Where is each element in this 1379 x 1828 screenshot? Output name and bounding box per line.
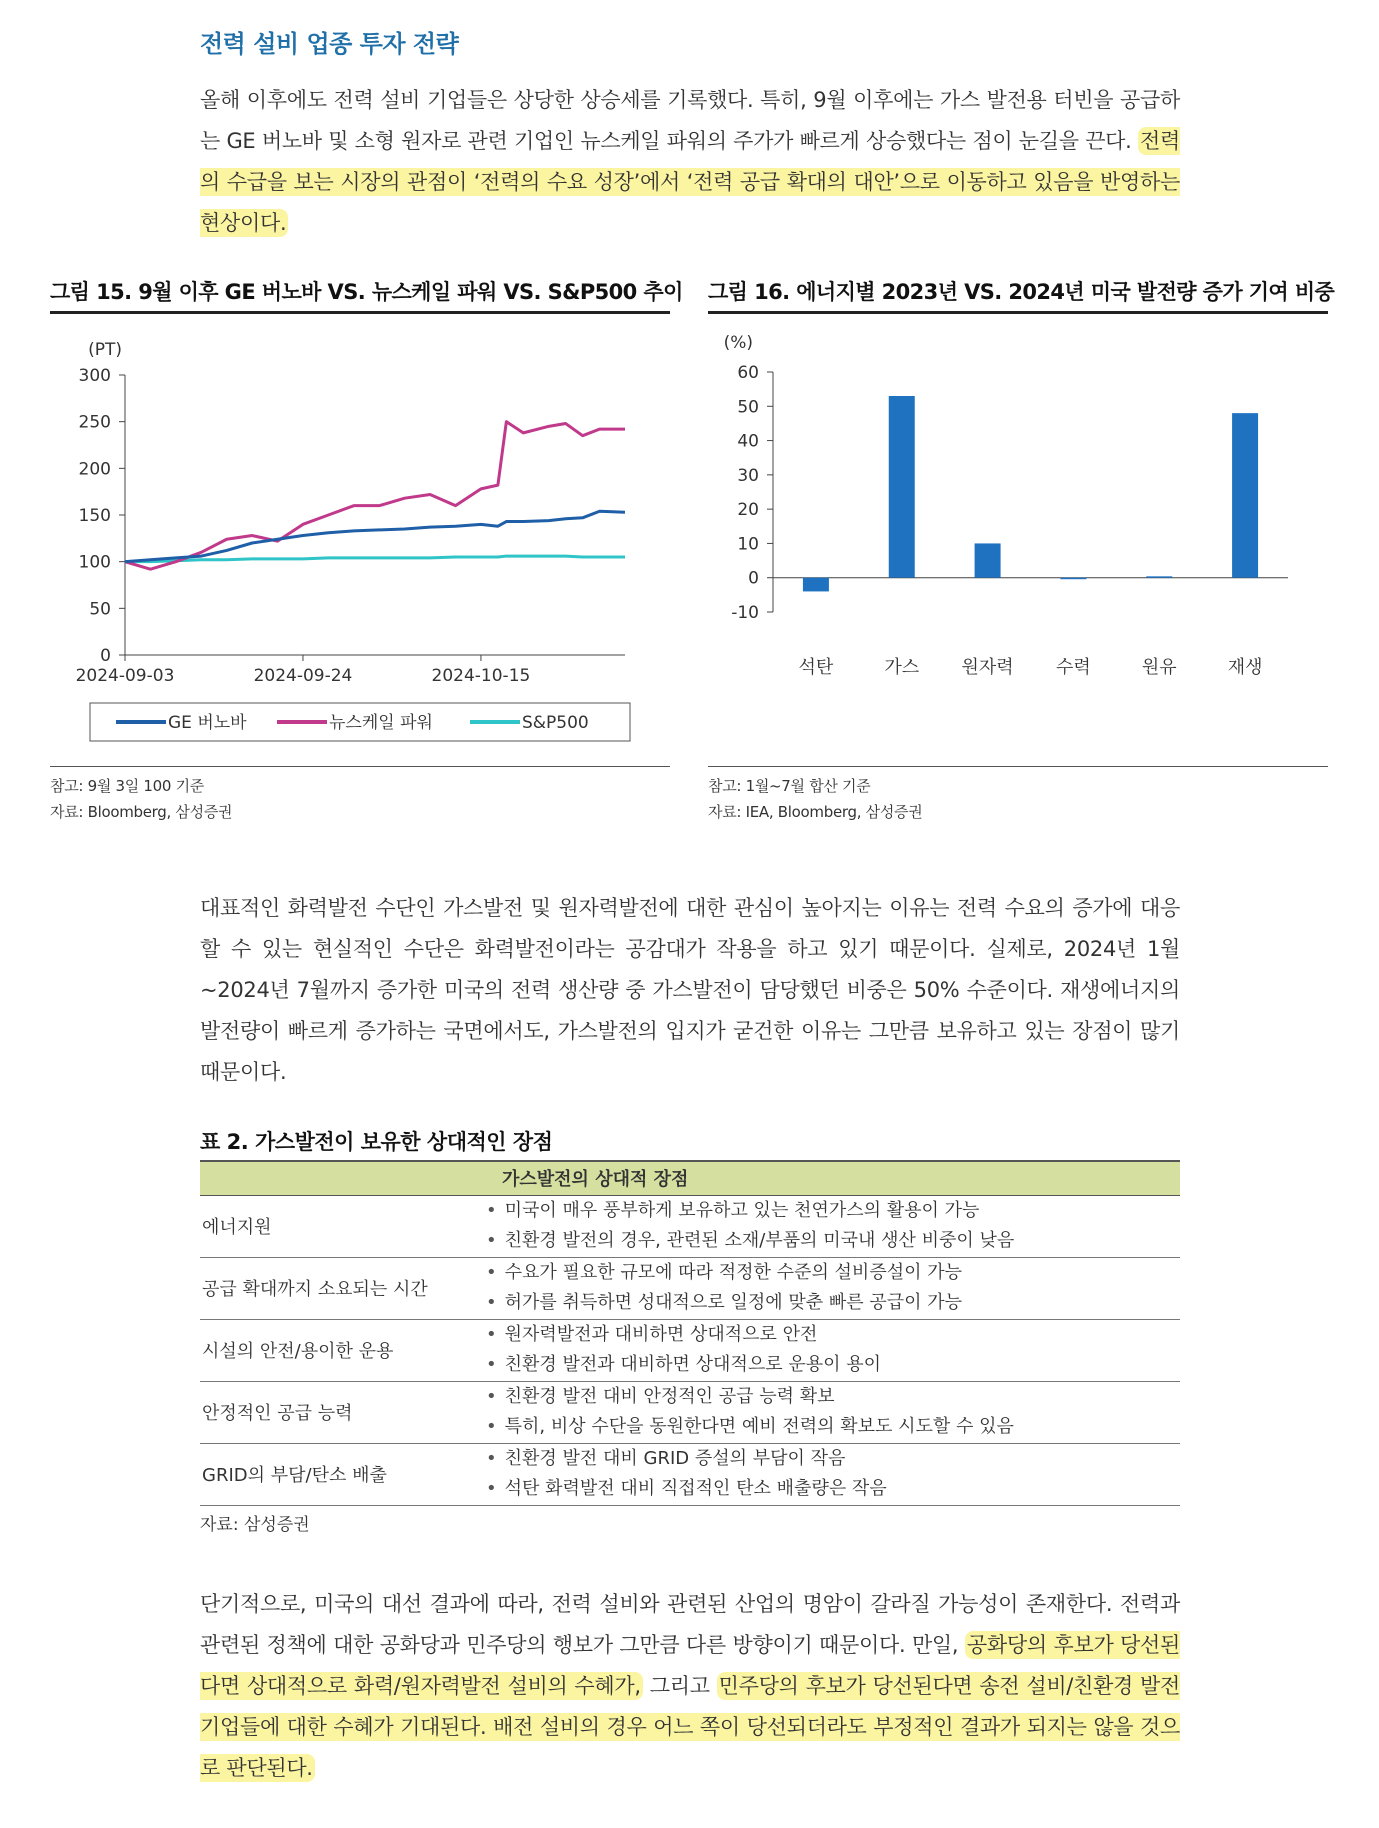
y-tick-label: 20 bbox=[737, 500, 759, 521]
legend-label: GE 버노바 bbox=[168, 713, 247, 733]
list-item: • 특히, 비상 수단을 동원한다면 예비 전력의 확보도 시도할 수 있음 bbox=[486, 1412, 1180, 1442]
list-item: • 친환경 발전 대비 GRID 증설의 부담이 작음 bbox=[486, 1444, 1180, 1474]
table-row bbox=[200, 1195, 1180, 1257]
figure15-line-chart bbox=[50, 325, 670, 755]
row-label: 시설의 안전/용이한 운용 bbox=[200, 1319, 486, 1381]
x-tick-label: 2024-09-24 bbox=[253, 666, 353, 686]
y-tick-label: 0 bbox=[748, 568, 759, 589]
row-items bbox=[486, 1443, 1180, 1505]
category-label: 재생 bbox=[1227, 657, 1263, 678]
figure15-note: 참고: 9월 3일 100 기준 bbox=[50, 777, 204, 795]
category-label: 원자력 bbox=[961, 657, 1014, 678]
row-label: 공급 확대까지 소요되는 시간 bbox=[200, 1257, 486, 1319]
y-tick-label: 50 bbox=[89, 599, 111, 620]
y-tick-label: 0 bbox=[100, 646, 111, 666]
table-header: 가스발전의 상대적 장점 bbox=[200, 1161, 1180, 1195]
row-items bbox=[486, 1319, 1180, 1381]
list-item: • 원자력발전과 대비하면 상대적으로 안전 bbox=[486, 1320, 1180, 1350]
figure15-notes bbox=[50, 773, 232, 825]
y-tick-label: 100 bbox=[78, 552, 111, 573]
figure15-title: 그림 15. 9월 이후 GE 버노바 VS. 뉴스케일 파워 VS. S&P500 추이 bbox=[50, 280, 683, 304]
x-tick-label: 2024-09-03 bbox=[75, 666, 175, 686]
y-tick-label: 150 bbox=[78, 506, 111, 526]
table-row bbox=[200, 1319, 1180, 1381]
y-tick-label: 250 bbox=[78, 412, 111, 433]
row-label: 에너지원 bbox=[200, 1195, 486, 1257]
list-item: • 친환경 발전과 대비하면 상대적으로 운용이 용이 bbox=[486, 1350, 1180, 1380]
figure15-source: 자료: Bloomberg, 삼성증권 bbox=[50, 803, 233, 821]
row-label: GRID의 부담/탄소 배출 bbox=[200, 1443, 486, 1505]
para3-highlight-2: 민주당의 후보가 당선된다면 송전 설비/친환경 발전 기업들에 대한 수혜가 기대된다. 배전 설비의 경우 어느 쪽이 당선되더라도 부정적인 결과가 되지는 않을 것으로 판단된다. bbox=[200, 1674, 1180, 1780]
legend-label: S&P500 bbox=[522, 713, 589, 733]
y-tick-label: 60 bbox=[737, 363, 759, 383]
para3-text-1: 단기적으로, 미국의 대선 결과에 따라, 전력 설비와 관련된 산업의 명암이 갈라질 가능성이 존재한다. 전력과 관련된 정책에 대한 공화당과 민주당의 행보가 그만큼 다른 방향이기 때문이다. 만일, bbox=[200, 1592, 1180, 1657]
y-tick-label: -10 bbox=[731, 603, 759, 623]
table2-title: 표 2. 가스발전이 보유한 상대적인 장점 bbox=[200, 1130, 553, 1154]
x-tick-label: 2024-10-15 bbox=[431, 666, 531, 686]
table-row bbox=[200, 1381, 1180, 1443]
figure16-note: 참고: 1월~7월 합산 기준 bbox=[708, 777, 871, 795]
bar bbox=[889, 396, 915, 578]
y-tick-label: 10 bbox=[737, 534, 759, 555]
para3-highlight-1: 공화당의 후보가 당선된다면 상대적으로 화력/원자력발전 설비의 수혜가, bbox=[200, 1633, 1180, 1698]
figure16-bar-chart bbox=[708, 325, 1328, 755]
row-items bbox=[486, 1381, 1180, 1443]
figure15-bottom-rule bbox=[50, 766, 670, 767]
table-row bbox=[200, 1257, 1180, 1319]
section-title: 전력 설비 업종 투자 전략 bbox=[200, 30, 459, 58]
y-tick-label: 50 bbox=[737, 397, 759, 418]
intro-highlight: 전력의 수급을 보는 시장의 관점이 ‘전력의 수요 성장’에서 ‘전력 공급 확대의 대안’으로 이동하고 있음을 반영하는 현상이다. bbox=[200, 129, 1180, 235]
bar bbox=[1232, 413, 1258, 578]
bar bbox=[803, 578, 829, 592]
category-label: 가스 bbox=[884, 657, 920, 678]
list-item: • 석탄 화력발전 대비 직접적인 탄소 배출량은 작음 bbox=[486, 1474, 1180, 1504]
category-label: 석탄 bbox=[798, 657, 834, 678]
bar bbox=[1146, 576, 1172, 578]
para3-text-2: 그리고 bbox=[649, 1674, 710, 1698]
list-item: • 미국이 매우 풍부하게 보유하고 있는 천연가스의 활용이 가능 bbox=[486, 1196, 1180, 1226]
list-item: • 허가를 취득하면 성대적으로 일정에 맞춘 빠른 공급이 가능 bbox=[486, 1288, 1180, 1318]
y-axis-label: (PT) bbox=[88, 340, 122, 360]
y-tick-label: 30 bbox=[737, 465, 759, 486]
bar bbox=[1060, 578, 1086, 580]
intro-paragraph bbox=[200, 80, 1180, 244]
figure16-bottom-rule bbox=[708, 766, 1328, 767]
table-row bbox=[200, 1443, 1180, 1505]
body-paragraph-2: 대표적인 화력발전 수단인 가스발전 및 원자력발전에 대한 관심이 높아지는 이유는 전력 수요의 증가에 대응할 수 있는 현실적인 수단은 화력발전이라는 공감대가 작용을 하고 있기 때문이다. 실제로, 2024년 1월~2024년 7월까지 증가한 미국의 전력 생산량 중 가스발전이 담당했던 비중은 50% 수준이다. 재생에너지의 발전량이 빠르게 증가하는 국면에서도, 가스발전의 입지가 굳건한 이유는 그만큼 보유하고 있는 장점이 많기 때문이다. bbox=[200, 896, 1180, 1084]
bar bbox=[975, 543, 1001, 577]
row-items bbox=[486, 1257, 1180, 1319]
row-items bbox=[486, 1195, 1180, 1257]
table2-source: 자료: 삼성증권 bbox=[200, 1515, 310, 1535]
list-item: • 수요가 필요한 규모에 따라 적정한 수준의 설비증설이 가능 bbox=[486, 1258, 1180, 1288]
category-label: 수력 bbox=[1056, 657, 1091, 678]
category-label: 원유 bbox=[1141, 657, 1177, 678]
body-paragraph-3 bbox=[200, 1584, 1180, 1789]
series-line bbox=[125, 422, 625, 569]
list-item: • 친환경 발전의 경우, 관련된 소재/부품의 미국내 생산 비중이 낮음 bbox=[486, 1226, 1180, 1256]
figure16-notes bbox=[708, 773, 922, 825]
advantages-table bbox=[200, 1160, 1180, 1506]
y-tick-label: 300 bbox=[78, 366, 111, 386]
y-tick-label: 40 bbox=[737, 431, 759, 452]
figure16-title: 그림 16. 에너지별 2023년 VS. 2024년 미국 발전량 증가 기여 비중 bbox=[708, 280, 1335, 304]
legend-label: 뉴스케일 파워 bbox=[329, 713, 433, 733]
row-label: 안정적인 공급 능력 bbox=[200, 1381, 486, 1443]
y-axis-label: (%) bbox=[723, 333, 753, 353]
intro-text: 올해 이후에도 전력 설비 기업들은 상당한 상승세를 기록했다. 특히, 9월 이후에는 가스 발전용 터빈을 공급하는 GE 버노바 및 소형 원자로 관련 기업인 뉴스케일 파워의 주가가 빠르게 상승했다는 점이 눈길을 끈다. bbox=[200, 88, 1180, 153]
figure16-top-rule bbox=[708, 311, 1328, 314]
list-item: • 친환경 발전 대비 안정적인 공급 능력 확보 bbox=[486, 1382, 1180, 1412]
figure15-top-rule bbox=[50, 311, 670, 314]
y-tick-label: 200 bbox=[78, 459, 111, 480]
figure16-source: 자료: IEA, Bloomberg, 삼성증권 bbox=[708, 803, 923, 821]
